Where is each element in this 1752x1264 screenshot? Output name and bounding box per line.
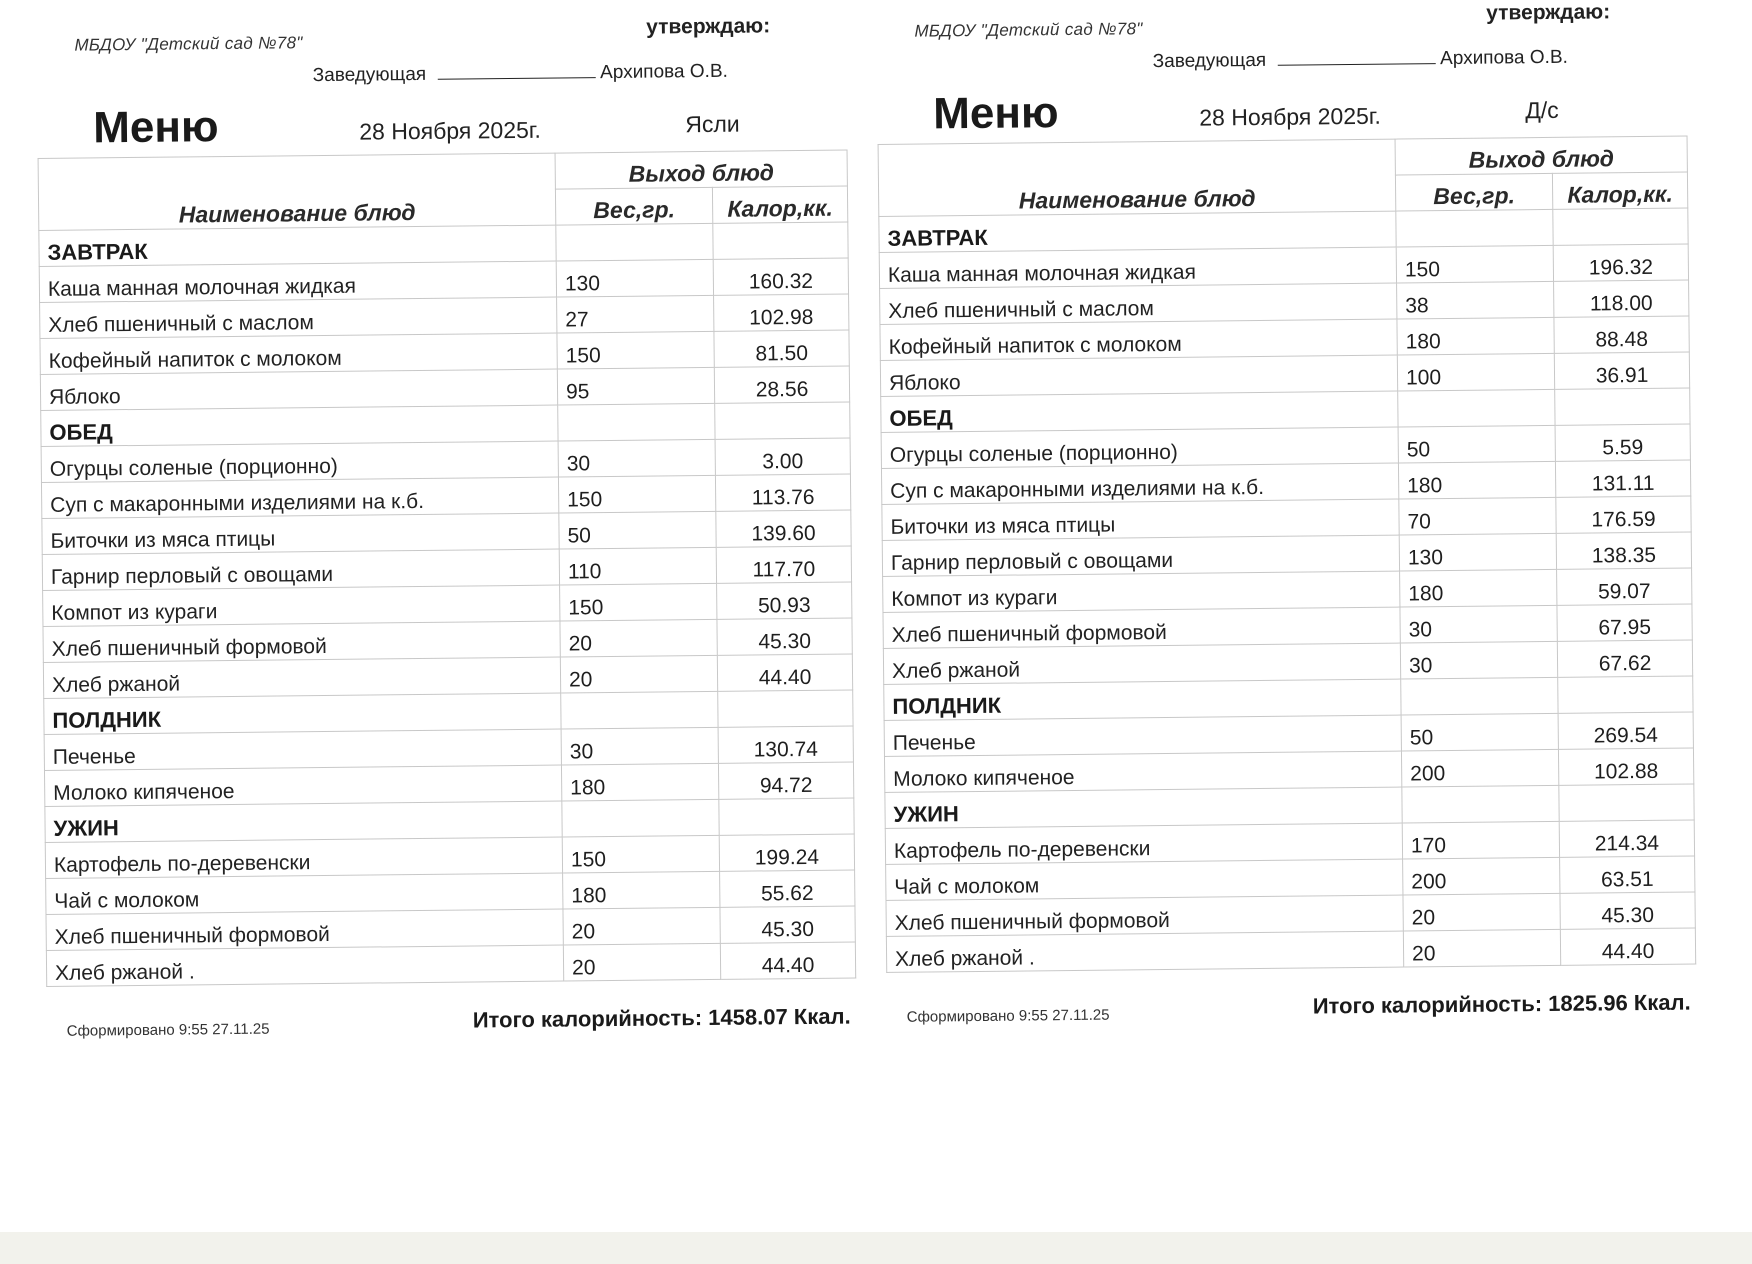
dish-weight: 150 — [562, 835, 719, 873]
dish-weight: 30 — [561, 727, 718, 765]
generated-timestamp: Сформировано 9:55 27.11.25 — [906, 1006, 1110, 1026]
dish-name: Картофель по-деревенски — [45, 837, 562, 878]
dish-name: Яблоко — [40, 369, 557, 410]
dish-name: Хлеб ржаной . — [886, 931, 1403, 972]
empty-cell — [1401, 677, 1558, 715]
column-header-kcal: Калор,кк. — [1552, 172, 1687, 209]
manager-signature-line — [1153, 47, 1568, 73]
column-header-output: Выход блюд — [1395, 136, 1687, 175]
dish-weight: 20 — [1403, 929, 1560, 967]
meal-section-title: ПОЛДНИК — [44, 693, 561, 734]
dish-weight: 30 — [1400, 641, 1557, 679]
dish-weight: 180 — [1400, 569, 1557, 607]
total-calories: Итого калорийность: 1825.96 Ккал. — [1312, 989, 1691, 1019]
dish-kcal: 199.24 — [719, 834, 854, 871]
signature-line — [438, 63, 596, 80]
empty-cell — [1553, 208, 1688, 245]
dish-name: Каша манная молочная жидкая — [39, 261, 556, 302]
age-group: Д/с — [1525, 96, 1559, 124]
menu-table — [38, 150, 857, 987]
page-title: Меню — [933, 88, 1059, 139]
dish-kcal: 117.70 — [716, 546, 851, 583]
dish-kcal: 102.88 — [1558, 748, 1693, 785]
empty-cell — [556, 223, 713, 261]
dish-weight: 100 — [1397, 353, 1554, 391]
dish-kcal: 88.48 — [1554, 316, 1689, 353]
generated-timestamp: Сформировано 9:55 27.11.25 — [66, 1020, 270, 1040]
dish-name: Хлеб ржаной . — [46, 945, 563, 986]
dish-name: Хлеб пшеничный формовой — [886, 895, 1403, 936]
signature-line — [1278, 49, 1436, 66]
meal-section-title: ПОЛДНИК — [884, 679, 1401, 720]
dish-weight: 50 — [1401, 713, 1558, 751]
menu-date: 28 Ноября 2025г. — [1199, 102, 1381, 131]
dish-name: Чай с молоком — [46, 873, 563, 914]
dish-weight: 20 — [560, 619, 717, 657]
age-group: Ясли — [685, 110, 740, 138]
dish-name: Огурцы соленые (порционно) — [41, 441, 558, 482]
dish-name: Компот из кураги — [883, 571, 1400, 612]
empty-cell — [1559, 784, 1694, 821]
dish-name: Чай с молоком — [886, 859, 1403, 900]
dish-weight: 70 — [1399, 497, 1556, 535]
dish-name: Молоко кипяченое — [884, 751, 1401, 792]
dish-kcal: 44.40 — [717, 654, 852, 691]
dish-kcal: 138.35 — [1556, 532, 1691, 569]
organization-name: МБДОУ "Детский сад №78" — [74, 33, 303, 55]
meal-section-title: ЗАВТРАК — [879, 211, 1396, 252]
column-header-dish: Наименование блюд — [878, 139, 1396, 216]
empty-cell — [561, 691, 718, 729]
empty-cell — [713, 222, 848, 259]
dish-name: Хлеб ржаной — [43, 657, 560, 698]
dish-name: Огурцы соленые (порционно) — [881, 427, 1398, 468]
dish-kcal: 36.91 — [1554, 352, 1689, 389]
dish-weight: 150 — [557, 331, 714, 369]
meal-section-title: УЖИН — [885, 787, 1402, 828]
dish-weight: 50 — [559, 511, 716, 549]
dish-kcal: 59.07 — [1557, 568, 1692, 605]
dish-name: Хлеб пшеничный с маслом — [880, 283, 1397, 324]
empty-cell — [1398, 389, 1555, 427]
dish-weight: 150 — [558, 475, 715, 513]
dish-name: Печенье — [44, 729, 561, 770]
dish-kcal: 118.00 — [1554, 280, 1689, 317]
empty-cell — [719, 798, 854, 835]
menu-rows — [879, 208, 1696, 972]
dish-kcal: 5.59 — [1555, 424, 1690, 461]
dish-weight: 200 — [1403, 857, 1560, 895]
organization-name: МБДОУ "Детский сад №78" — [914, 19, 1143, 41]
dish-kcal: 45.30 — [1560, 892, 1695, 929]
dish-kcal: 67.62 — [1557, 640, 1692, 677]
dish-name: Молоко кипяченое — [44, 765, 561, 806]
dish-kcal: 139.60 — [716, 510, 851, 547]
dish-name: Печенье — [884, 715, 1401, 756]
menu-date: 28 Ноября 2025г. — [359, 116, 541, 145]
dish-weight: 180 — [1397, 317, 1554, 355]
dish-weight: 95 — [557, 367, 714, 405]
dish-weight: 130 — [556, 259, 713, 297]
manager-label: Заведующая — [1152, 49, 1267, 73]
dish-kcal: 81.50 — [714, 330, 849, 367]
dish-kcal: 44.40 — [720, 942, 855, 979]
dish-name: Биточки из мяса птицы — [42, 513, 559, 554]
empty-cell — [562, 799, 719, 837]
dish-kcal: 3.00 — [715, 438, 850, 475]
dish-kcal: 50.93 — [717, 582, 852, 619]
dish-name: Кофейный напиток с молоком — [40, 333, 557, 374]
manager-signature-line — [313, 61, 728, 87]
dish-kcal: 176.59 — [1556, 496, 1691, 533]
dish-name: Биточки из мяса птицы — [882, 499, 1399, 540]
column-header-weight: Вес,гр. — [555, 187, 712, 225]
dish-kcal: 269.54 — [1558, 712, 1693, 749]
dish-name: Суп с макаронными изделиями на к.б. — [41, 477, 558, 518]
dish-weight: 200 — [1401, 749, 1558, 787]
meal-section-title: УЖИН — [45, 801, 562, 842]
dish-kcal: 45.30 — [717, 618, 852, 655]
dish-name: Гарнир перловый с овощами — [882, 535, 1399, 576]
dish-kcal: 113.76 — [715, 474, 850, 511]
empty-cell — [718, 690, 853, 727]
dish-kcal: 63.51 — [1560, 856, 1695, 893]
empty-cell — [715, 402, 850, 439]
dish-name: Яблоко — [880, 355, 1397, 396]
dish-weight: 170 — [1402, 821, 1559, 859]
dish-weight: 20 — [563, 943, 720, 981]
approval-stamp-text: утверждаю: — [646, 14, 771, 39]
column-header-kcal: Калор,кк. — [712, 186, 847, 223]
dish-name: Кофейный напиток с молоком — [880, 319, 1397, 360]
dish-kcal: 130.74 — [718, 726, 853, 763]
column-header-output: Выход блюд — [555, 150, 847, 189]
dish-weight: 110 — [559, 547, 716, 585]
dish-weight: 150 — [1396, 245, 1553, 283]
dish-name: Хлеб пшеничный с маслом — [40, 297, 557, 338]
column-header-weight: Вес,гр. — [1395, 173, 1552, 211]
dish-weight: 20 — [560, 655, 717, 693]
dish-weight: 20 — [1403, 893, 1560, 931]
dish-weight: 180 — [563, 871, 720, 909]
dish-name: Картофель по-деревенски — [885, 823, 1402, 864]
manager-name: Архипова О.В. — [1440, 46, 1568, 70]
dish-name: Компот из кураги — [43, 585, 560, 626]
dish-kcal: 55.62 — [720, 870, 855, 907]
dish-weight: 30 — [1400, 605, 1557, 643]
manager-label: Заведующая — [312, 63, 427, 87]
meal-section-title: ЗАВТРАК — [39, 225, 556, 266]
dish-name: Хлеб ржаной — [883, 643, 1400, 684]
dish-kcal: 102.98 — [714, 294, 849, 331]
page-title: Меню — [93, 102, 219, 153]
manager-name: Архипова О.В. — [600, 60, 728, 84]
menu-sheet-nursery — [36, 0, 867, 1068]
empty-cell — [558, 403, 715, 441]
meal-section-title: ОБЕД — [881, 391, 1398, 432]
menu-rows — [39, 222, 856, 986]
dish-kcal: 28.56 — [714, 366, 849, 403]
empty-cell — [1396, 209, 1553, 247]
dish-kcal: 160.32 — [713, 258, 848, 295]
dish-weight: 27 — [557, 295, 714, 333]
column-header-dish: Наименование блюд — [38, 153, 556, 230]
approval-stamp-text: утверждаю: — [1486, 0, 1611, 25]
dish-weight: 130 — [1399, 533, 1556, 571]
dish-weight: 180 — [561, 763, 718, 801]
scan-edge — [0, 1232, 1752, 1264]
menu-table — [878, 136, 1697, 973]
empty-cell — [1558, 676, 1693, 713]
dish-weight: 50 — [1398, 425, 1555, 463]
dish-kcal: 131.11 — [1555, 460, 1690, 497]
dish-kcal: 214.34 — [1559, 820, 1694, 857]
dish-kcal: 45.30 — [720, 906, 855, 943]
dish-name: Каша манная молочная жидкая — [879, 247, 1396, 288]
dish-kcal: 67.95 — [1557, 604, 1692, 641]
total-calories: Итого калорийность: 1458.07 Ккал. — [472, 1003, 851, 1033]
dish-kcal: 44.40 — [1560, 928, 1695, 965]
dish-name: Хлеб пшеничный формовой — [46, 909, 563, 950]
dish-kcal: 94.72 — [718, 762, 853, 799]
meal-section-title: ОБЕД — [41, 405, 558, 446]
dish-weight: 20 — [563, 907, 720, 945]
menu-sheet-kindergarten — [876, 0, 1707, 1054]
empty-cell — [1402, 785, 1559, 823]
empty-cell — [1555, 388, 1690, 425]
dish-kcal: 196.32 — [1553, 244, 1688, 281]
dish-name: Хлеб пшеничный формовой — [43, 621, 560, 662]
dish-weight: 150 — [560, 583, 717, 621]
dish-name: Суп с макаронными изделиями на к.б. — [881, 463, 1398, 504]
dish-name: Хлеб пшеничный формовой — [883, 607, 1400, 648]
dish-weight: 30 — [558, 439, 715, 477]
dish-weight: 38 — [1397, 281, 1554, 319]
dish-weight: 180 — [1398, 461, 1555, 499]
dish-name: Гарнир перловый с овощами — [42, 549, 559, 590]
